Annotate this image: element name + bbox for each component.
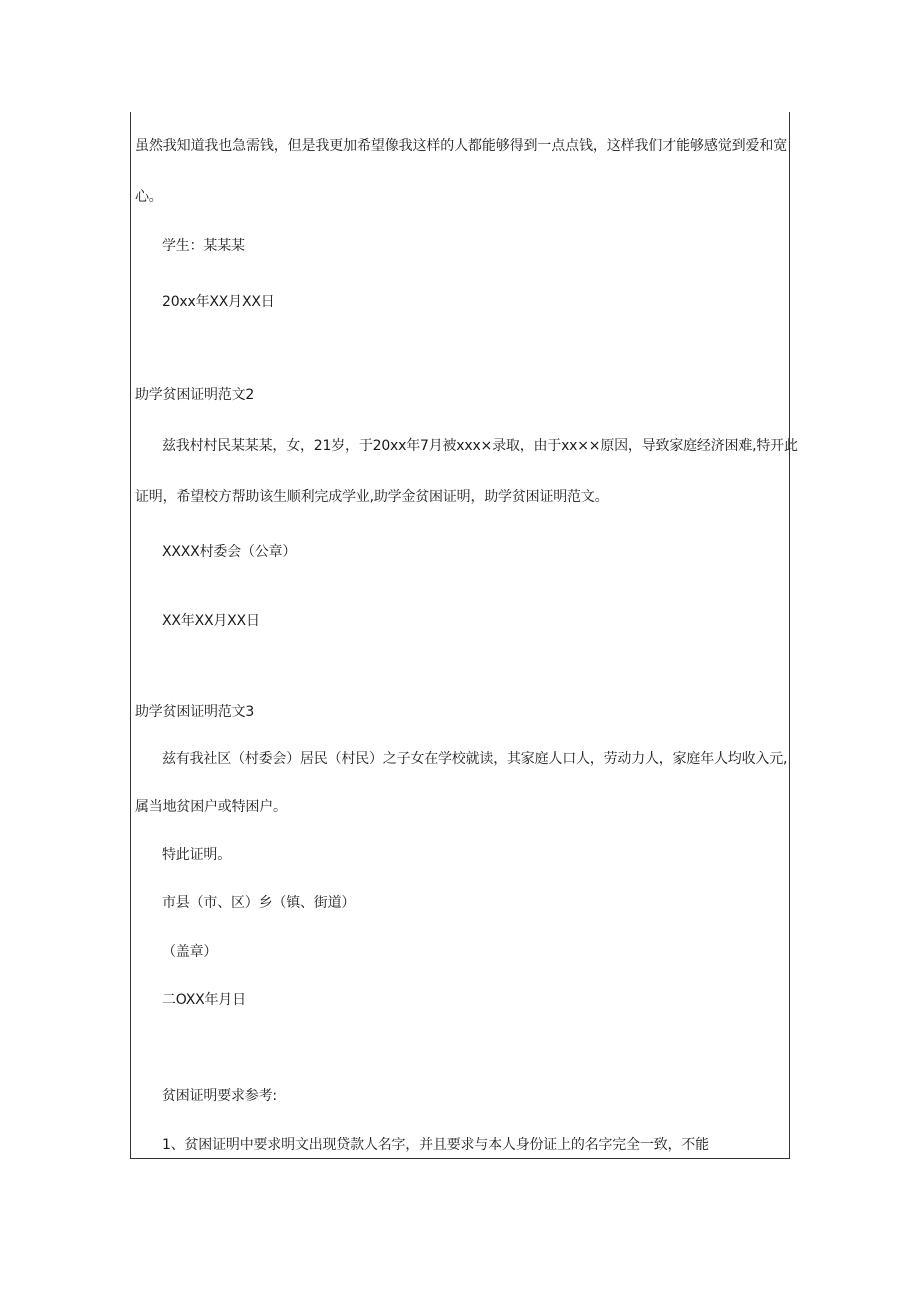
date-line-2: XX年XX月XX日 [162,613,260,629]
organization-line-2: XXXX村委会（公章） [162,544,297,560]
date-line-3: 二OXX年月日 [162,992,246,1008]
requirements-heading: 贫困证明要求参考: [162,1088,277,1104]
paragraph-1-line-1: 虽然我知道我也急需钱，但是我更加希望像我这样的人都能够得到一点点钱，这样我们才能够感觉到爱和宽 [135,138,787,154]
paragraph-3-line-2: 属当地贫困户或特困户。 [135,799,287,815]
requirement-item-1: 1、贫困证明中要求明文出现贷款人名字，并且要求与本人身份证上的名字完全一致，不能 [162,1137,709,1153]
paragraph-1-line-2: 心。 [135,189,163,205]
organization-line-3: 市县（市、区）乡（镇、街道） [162,895,356,911]
section-heading-2: 助学贫困证明范文2 [135,387,255,403]
seal-line: （盖章） [162,944,218,960]
section-heading-3: 助学贫困证明范文3 [135,704,255,720]
date-line-1: 20xx年XX月XX日 [162,294,275,310]
signer-line: 学生：某某某 [162,238,245,254]
certification-line: 特此证明。 [162,847,231,863]
paragraph-2-line-2: 证明，希望校方帮助该生顺利完成学业,助学金贫困证明，助学贫困证明范文。 [135,489,609,505]
paragraph-3-line-1: 兹有我社区（村委会）居民（村民）之子女在学校就读，其家庭人口人，劳动力人，家庭年人均收入元, [162,751,788,767]
paragraph-2-line-1: 兹我村村民某某某，女，21岁，于20xx年7月被xxx×录取，由于xx××原因，导致家庭经济困难,特开此 [162,438,798,454]
